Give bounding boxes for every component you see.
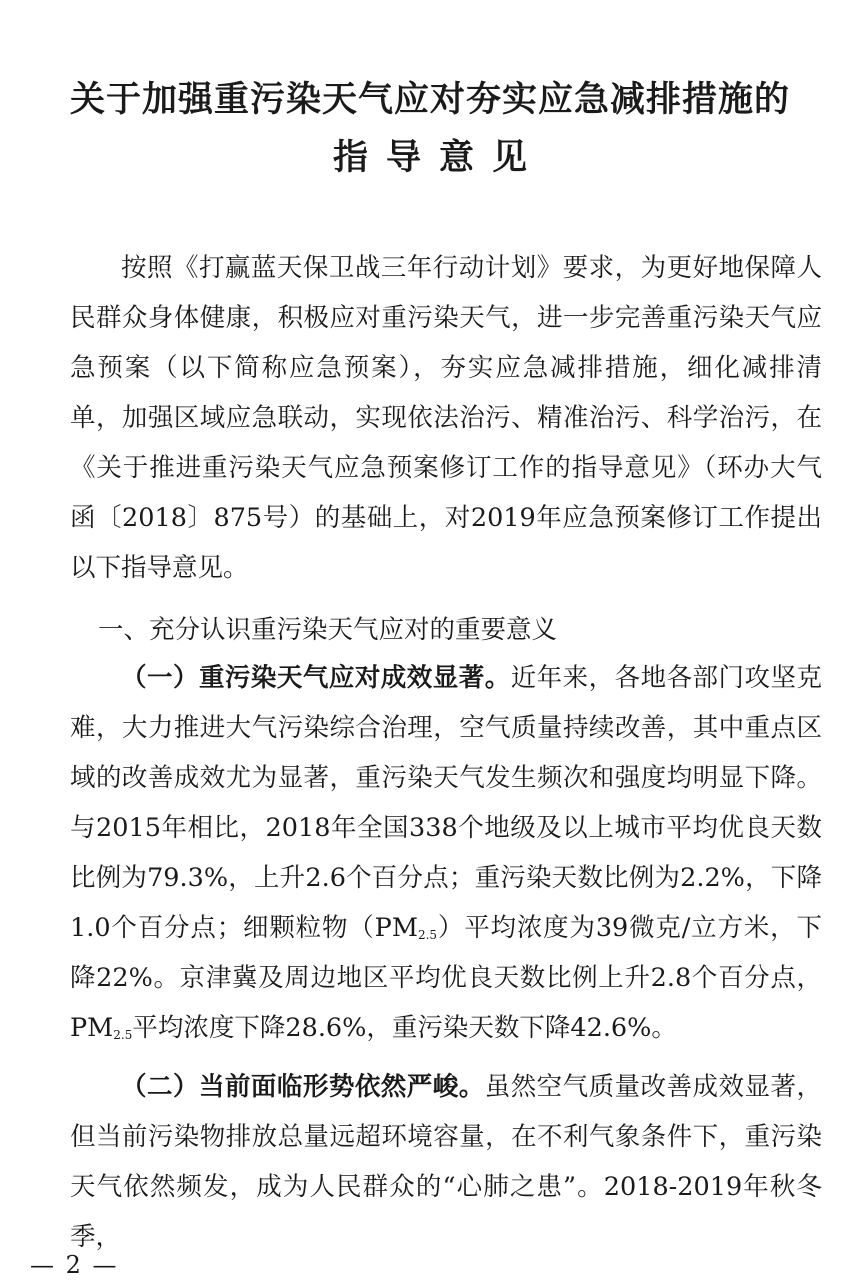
page-number: — 2 — <box>30 1251 119 1279</box>
intro-section <box>70 243 822 593</box>
pm-subscript-2: 2.5 <box>113 1028 133 1042</box>
subsection1-paragraph <box>70 653 822 1053</box>
subsection1-heading: （一）重污染天气应对成效显著。 <box>121 663 511 693</box>
subsection2-text: 虽然空气质量改善成效显著，但当前污染物排放总量远超环境容量，在不利气象条件下，重污染天气依然频发，成为人民群众的“心肺之患”。2018-2019年秋冬季， <box>70 1072 822 1252</box>
subsection2-paragraph <box>70 1062 822 1262</box>
subsection1-text-c: 平均浓度下降28.6%，重污染天数下降42.6%。 <box>132 1013 677 1043</box>
section1-heading: 一、充分认识重污染天气应对的重要意义 <box>98 615 558 645</box>
document-title-line1: 关于加强重污染天气应对夯实应急减排措施的 <box>69 80 790 120</box>
subsection2 <box>70 1062 822 1262</box>
intro-paragraph: 按照《打赢蓝天保卫战三年行动计划》要求，为更好地保障人民群众身体健康，积极应对重污染天气，进一步完善重污染天气应急预案（以下简称应急预案），夯实应急减排措施，细化减排清单，加强区域应急联动，实现依法治污、精准治污、科学治污，在《关于推进重污染天气应急预案修订工作的指导意见》（环办大气函〔2018〕875号）的基础上，对2019年应急预案修订工作提出以下指导意见。 <box>70 253 822 583</box>
subsection2-heading: （二）当前面临形势依然严峻。 <box>121 1072 485 1102</box>
document-title-line2: 指导意见 <box>332 138 545 178</box>
subsection1 <box>70 653 822 1053</box>
pm-subscript-1: 2.5 <box>417 928 438 942</box>
subsection1-text-a: 近年来，各地各部门攻坚克难，大力推进大气污染综合治理，空气质量持续改善，其中重点区域的改善成效尤为显著，重污染天气发生频次和强度均明显下降。与2015年相比，2018年全国338个地级及以上城市平均优良天数比例为79.3%，上升2.6个百分点；重污染天数比例为2.2%，下降1.0个百分点；细颗粒物（PM <box>70 663 822 943</box>
subsection1-text-b: ）平均浓度为39微克/立方米，下降22%。京津冀及周边地区平均优良天数比例上升2.8个百分点，PM <box>70 913 822 1043</box>
